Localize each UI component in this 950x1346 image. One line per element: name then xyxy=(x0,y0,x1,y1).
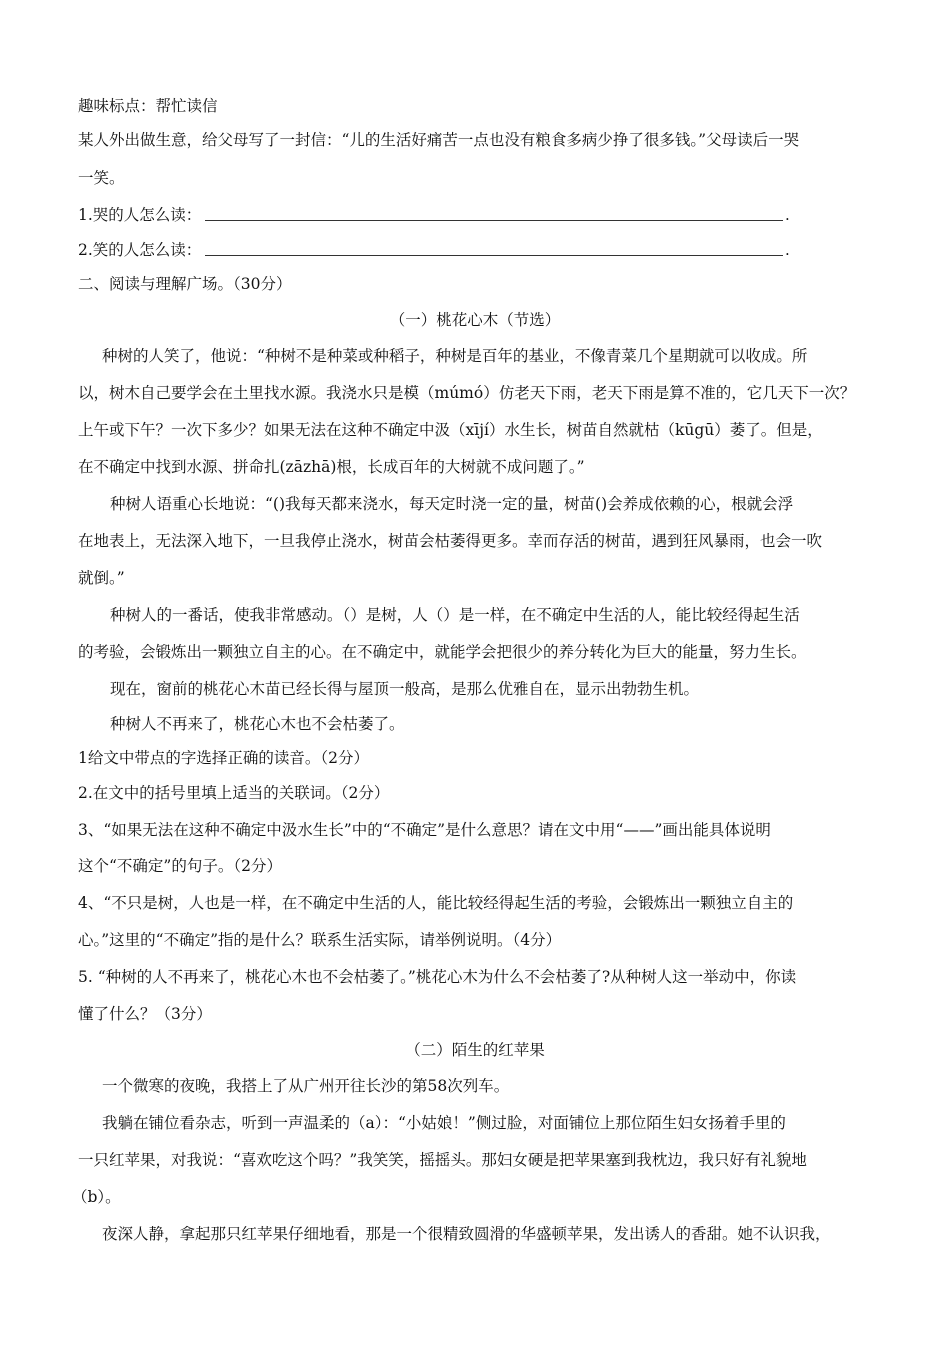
passage-1-p2-line-2: 在地表上，无法深入地下，一旦我停止浇水，树苗会枯萎得更多。幸而存活的树苗，遇到狂风暴雨，也会一吹 xyxy=(78,532,823,550)
passage-1-p1-line-2: 以，树木自己要学会在土里找水源。我浇水只是模（múmó）仿老天下雨，老天下雨是算不准的，它几天下一次？ xyxy=(78,384,856,402)
passage-1-p2-line-1: 种树人语重心长地说：“()我每天都来浇水，每天定时浇一定的量，树苗()会养成依赖的心，根就会浮 xyxy=(110,495,794,513)
answer-line-2-period: . xyxy=(785,241,790,259)
passage-2-p2-line-2: 一只红苹果，对我说：“喜欢吃这个吗？”我笑笑，摇摇头。那妇女硬是把苹果塞到我枕边，我只好有礼貌地 xyxy=(78,1151,807,1169)
answer-line-1[interactable] xyxy=(205,220,783,221)
passage-1-question-3-line-1: 3、“如果无法在这种不确定中汲水生长”中的“不确定”是什么意思？请在文中用“——”画出能具体说明 xyxy=(78,821,771,839)
passage-1-question-5-line-2: 懂了什么？（3分） xyxy=(78,1005,212,1023)
passage-1-p4: 现在，窗前的桃花心木苗已经长得与屋顶一般高，是那么优雅自在，显示出勃勃生机。 xyxy=(110,680,700,698)
passage-1-question-1: 1给文中带点的字选择正确的读音。（2分） xyxy=(78,749,369,767)
passage-2-p2-line-3: （b）。 xyxy=(72,1188,121,1206)
passage-1-title: （一）桃花心木（节选） xyxy=(389,311,561,329)
answer-line-1-period: . xyxy=(785,206,790,224)
puzzle-story-line-2: 一笑。 xyxy=(78,169,125,187)
passage-1-question-4-line-2: 心。”这里的“不确定”指的是什么？联系生活实际，请举例说明。（4分） xyxy=(78,931,562,949)
passage-1-p3-line-2: 的考验，会锻炼出一颗独立自主的心。在不确定中，就能学会把很少的养分转化为巨大的能量，努力生长。 xyxy=(78,643,807,661)
passage-1-question-2: 2.在文中的括号里填上适当的关联词。（2分） xyxy=(78,784,390,802)
passage-2-p3-line-1: 夜深人静，拿起那只红苹果仔细地看，那是一个很精致圆滑的华盛顿苹果，发出诱人的香甜。她不认识我， xyxy=(102,1225,831,1243)
passage-1-question-3-line-2: 这个“不确定”的句子。（2分） xyxy=(78,857,282,875)
puzzle-story-line-1: 某人外出做生意，给父母写了一封信：“儿的生活好痛苦一点也没有粮食多病少挣了很多钱。”父母读后一哭 xyxy=(78,131,800,149)
section-heading: 二、阅读与理解广场。（30分） xyxy=(78,275,292,293)
passage-1-p1-line-3: 上午或下午？一次下多少？如果无法在这种不确定中汲（xījí）水生长，树苗自然就枯（kūgū）萎了。但是， xyxy=(78,421,823,439)
passage-1-p5: 种树人不再来了，桃花心木也不会枯萎了。 xyxy=(110,715,405,733)
passage-1-p3-line-1: 种树人的一番话，使我非常感动。（）是树，人（）是一样，在不确定中生活的人，能比较经得起生活 xyxy=(110,606,800,624)
passage-1-p1-line-4: 在不确定中找到水源、拼命扎(zāzhā)根，长成百年的大树就不成问题了。” xyxy=(78,458,585,476)
passage-1-p1-line-1: 种树的人笑了，他说：“种树不是种菜或种稻子，种树是百年的基业，不像青菜几个星期就可以收成。所 xyxy=(102,347,808,365)
passage-2-p2-line-1: 我躺在铺位看杂志，听到一声温柔的（a）：“小姑娘！”侧过脸，对面铺位上那位陌生妇女扬着手里的 xyxy=(102,1114,786,1132)
passage-1-p2-line-3: 就倒。” xyxy=(78,569,125,587)
puzzle-title: 趣味标点：帮忙读信 xyxy=(78,97,218,115)
passage-2-title: （二）陌生的红苹果 xyxy=(405,1041,545,1059)
passage-2-p1: 一个微寒的夜晚，我搭上了从广州开往长沙的第58次列车。 xyxy=(102,1077,510,1095)
passage-1-question-4-line-1: 4、“不只是树，人也是一样，在不确定中生活的人，能比较经得起生活的考验，会锻炼出一颗独立自主的 xyxy=(78,894,794,912)
puzzle-question-1: 1.哭的人怎么读： xyxy=(78,206,202,224)
puzzle-question-2: 2.笑的人怎么读： xyxy=(78,241,202,259)
passage-1-question-5-line-1: 5. “种树的人不再来了，桃花心木也不会枯萎了。”桃花心木为什么不会枯萎了?从种树人这一举动中，你读 xyxy=(78,968,797,986)
answer-line-2[interactable] xyxy=(205,255,783,256)
